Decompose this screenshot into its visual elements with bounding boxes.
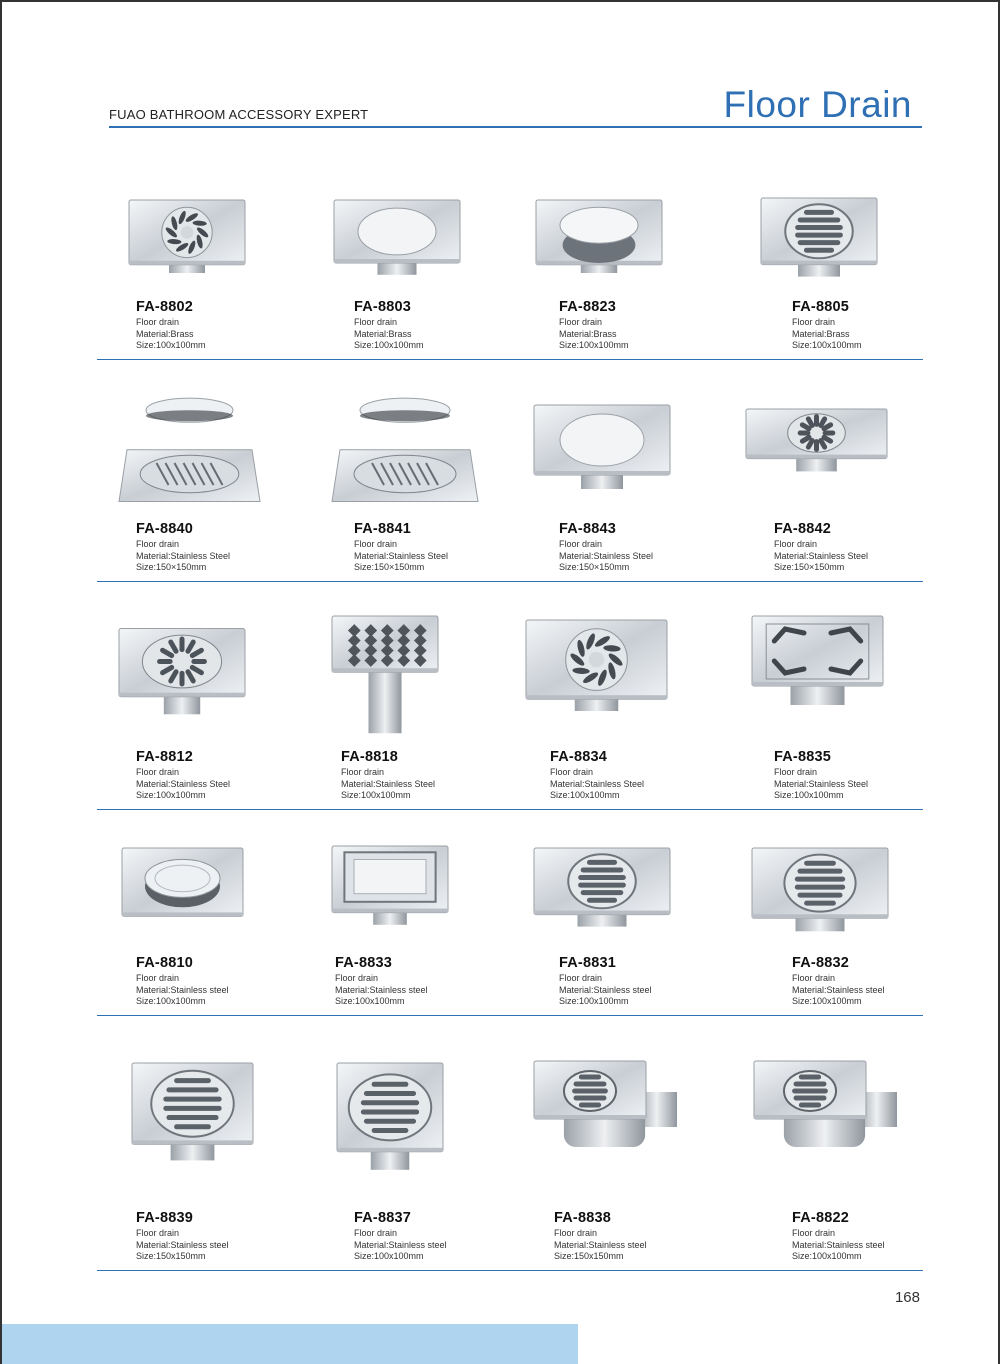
product-material: Material:Stainless steel [136,1239,229,1250]
product-material: Material:Stainless Steel [774,550,869,561]
product-material: Material:Brass [136,328,194,339]
product-type: Floor drain [792,1228,836,1238]
product-code: FA-8818 [341,749,399,765]
product-size: Size:100x100mm [559,996,629,1007]
product-specs [354,539,448,574]
product-code: FA-8835 [774,749,832,765]
product-size: Size:150x150mm [554,1251,624,1262]
radial-round-drain-icon [744,397,889,477]
product-type: Floor drain [136,539,180,549]
product-type: Floor drain [354,539,398,549]
product-size: Size:100x100mm [550,790,620,801]
flat-cover-square-drain-icon [332,192,462,282]
product-specs [792,317,862,352]
pop-up-round-drain-icon [120,842,245,937]
product-size: Size:100x100mm [335,996,405,1007]
swirl-square-drain-icon [524,612,669,722]
product-type: Floor drain [554,1228,598,1238]
product-size: Size:100x100mm [354,1251,424,1262]
row-divider [97,809,923,810]
product-material: Material:Stainless steel [792,984,885,995]
product-code: FA-8842 [774,521,832,537]
product-code: FA-8803 [354,299,412,315]
product-specs [136,767,230,802]
product-specs [792,973,885,1008]
footer-bar [2,1324,578,1364]
row-divider [97,581,923,582]
product-specs [559,973,652,1008]
product-specs [774,539,868,574]
lid-and-grate-drain-icon [330,397,480,507]
product-specs [136,973,229,1008]
product-specs [554,1228,647,1263]
product-code: FA-8805 [792,299,850,315]
product-material: Material:Stainless steel [559,984,652,995]
product-specs [559,317,629,352]
product-specs [335,973,428,1008]
product-material: Material:Stainless Steel [774,778,869,789]
product-code: FA-8823 [559,299,617,315]
product-size: Size:100x100mm [341,790,411,801]
product-material: Material:Stainless Steel [136,550,231,561]
product-type: Floor drain [774,767,818,777]
product-type: Floor drain [136,767,180,777]
product-specs [341,767,435,802]
product-material: Material:Stainless Steel [559,550,654,561]
product-type: Floor drain [354,317,398,327]
product-size: Size:100x100mm [774,790,844,801]
row-divider [97,1015,923,1016]
product-material: Material:Stainless Steel [354,550,449,561]
product-size: Size:100x100mm [354,340,424,351]
tile-insert-square-drain-icon [330,842,450,932]
product-material: Material:Stainless steel [335,984,428,995]
lattice-square-drain-icon [330,612,440,737]
slotted-round-drain-icon [759,192,879,282]
slotted-round-drain-icon [335,1057,445,1177]
product-material: Material:Stainless steel [554,1239,647,1250]
row-divider [97,359,923,360]
product-type: Floor drain [792,973,836,983]
slotted-round-drain-icon [130,1057,255,1167]
product-code: FA-8802 [136,299,194,315]
product-code: FA-8812 [136,749,194,765]
product-size: Size:100x100mm [792,996,862,1007]
product-type: Floor drain [341,767,385,777]
product-specs [136,539,230,574]
product-specs [792,1228,885,1263]
side-outlet-drain-icon [532,1057,677,1157]
header-divider [109,126,922,128]
product-size: Size:100x100mm [136,340,206,351]
slotted-round-drain-icon [750,842,890,937]
radial-round-drain-icon [117,612,247,722]
product-size: Size:150×150mm [136,562,207,573]
product-code: FA-8834 [550,749,608,765]
product-code: FA-8810 [136,955,194,971]
brand-tagline: FUAO BATHROOM ACCESSORY EXPERT [109,107,369,122]
product-size: Size:100x100mm [136,790,206,801]
product-size: Size:100x100mm [559,340,629,351]
product-size: Size:150×150mm [354,562,425,573]
product-type: Floor drain [550,767,594,777]
product-material: Material:Stainless steel [136,984,229,995]
product-type: Floor drain [136,973,180,983]
side-outlet-drain-icon [752,1057,897,1157]
product-code: FA-8840 [136,521,194,537]
product-material: Material:Brass [559,328,617,339]
product-code: FA-8837 [354,1210,412,1226]
product-material: Material:Stainless Steel [341,778,436,789]
product-material: Material:Stainless steel [354,1239,447,1250]
product-code: FA-8822 [792,1210,850,1226]
product-specs [136,317,206,352]
product-type: Floor drain [559,539,603,549]
product-type: Floor drain [792,317,836,327]
product-code: FA-8843 [559,521,617,537]
product-size: Size:100x100mm [792,340,862,351]
product-code: FA-8838 [554,1210,612,1226]
page-title: Floor Drain [723,84,912,125]
slotted-round-drain-icon [532,842,672,932]
product-specs [559,539,653,574]
product-specs [354,317,424,352]
product-material: Material:Stainless Steel [136,778,231,789]
row-divider [97,1270,923,1271]
product-material: Material:Stainless steel [792,1239,885,1250]
dome-cover-square-drain-icon [534,192,664,282]
product-specs [550,767,644,802]
flat-cover-square-drain-icon [532,397,672,497]
product-material: Material:Brass [792,328,850,339]
product-type: Floor drain [559,317,603,327]
product-size: Size:150×150mm [774,562,845,573]
product-code: FA-8833 [335,955,393,971]
product-size: Size:100x100mm [136,996,206,1007]
product-type: Floor drain [335,973,379,983]
product-code: FA-8839 [136,1210,194,1226]
product-code: FA-8841 [354,521,412,537]
cross-pattern-square-drain-icon [750,612,885,712]
product-type: Floor drain [136,317,180,327]
product-code: FA-8832 [792,955,850,971]
product-specs [354,1228,447,1263]
page-number: 168 [894,1289,920,1306]
product-size: Size:150×150mm [559,562,630,573]
product-code: FA-8831 [559,955,617,971]
product-type: Floor drain [136,1228,180,1238]
product-type: Floor drain [774,539,818,549]
product-specs [136,1228,229,1263]
product-material: Material:Stainless Steel [550,778,645,789]
product-material: Material:Brass [354,328,412,339]
product-size: Size:100x100mm [792,1251,862,1262]
product-type: Floor drain [354,1228,398,1238]
product-type: Floor drain [559,973,603,983]
product-size: Size:150x150mm [136,1251,206,1262]
product-specs [774,767,868,802]
swirl-square-drain-icon [127,192,247,282]
lid-and-grate-drain-icon [117,397,262,507]
